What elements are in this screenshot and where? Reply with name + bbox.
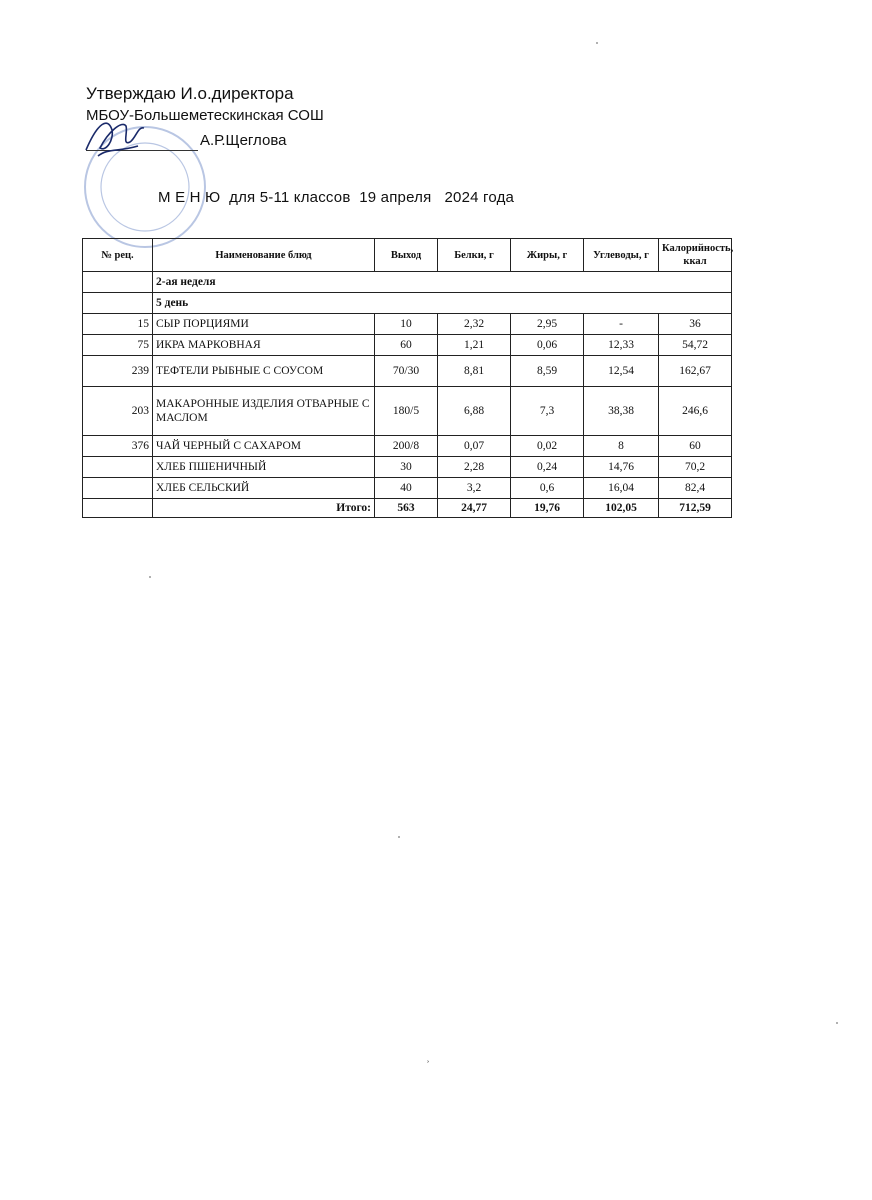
row-carbs: 14,76 (584, 457, 659, 478)
row-name: ЧАЙ ЧЕРНЫЙ С САХАРОМ (153, 436, 375, 457)
row-yield: 10 (375, 314, 438, 335)
row-protein: 6,88 (438, 387, 511, 436)
row-carbs: 8 (584, 436, 659, 457)
row-fat: 0,02 (511, 436, 584, 457)
row-yield: 200/8 (375, 436, 438, 457)
signature-icon (78, 112, 158, 162)
header-kcal: Калорийность, ккал (659, 239, 732, 272)
table-row (83, 335, 732, 356)
scan-speck (836, 1022, 838, 1024)
row-name: СЫР ПОРЦИЯМИ (153, 314, 375, 335)
total-carbs: 102,05 (584, 499, 659, 518)
row-yield: 60 (375, 335, 438, 356)
section-row (83, 272, 732, 293)
section-day: 5 день (153, 293, 732, 314)
total-protein: 24,77 (438, 499, 511, 518)
scan-speck (596, 42, 598, 44)
row-fat: 0,06 (511, 335, 584, 356)
header-carbs: Углеводы, г (584, 239, 659, 272)
table-header-row (83, 239, 732, 272)
row-name: ХЛЕБ СЕЛЬСКИЙ (153, 478, 375, 499)
table-row (83, 356, 732, 387)
row-carbs: 12,33 (584, 335, 659, 356)
row-protein: 2,28 (438, 457, 511, 478)
row-yield: 30 (375, 457, 438, 478)
row-yield: 180/5 (375, 387, 438, 436)
table-row (83, 314, 732, 335)
approval-title: Утверждаю И.о.директора (86, 84, 294, 103)
row-num (83, 478, 153, 499)
row-num: 376 (83, 436, 153, 457)
header-name: Наименование блюд (153, 239, 375, 272)
row-protein: 0,07 (438, 436, 511, 457)
total-fat: 19,76 (511, 499, 584, 518)
row-yield: 40 (375, 478, 438, 499)
row-name: МАКАРОННЫЕ ИЗДЕЛИЯ ОТВАРНЫЕ С МАСЛОМ (153, 387, 375, 436)
row-name: ИКРА МАРКОВНАЯ (153, 335, 375, 356)
row-protein: 2,32 (438, 314, 511, 335)
scan-speck (398, 836, 400, 838)
row-name: ХЛЕБ ПШЕНИЧНЫЙ (153, 457, 375, 478)
row-kcal: 60 (659, 436, 732, 457)
total-kcal: 712,59 (659, 499, 732, 518)
director-name: А.Р.Щеглова (200, 132, 287, 149)
row-fat: 2,95 (511, 314, 584, 335)
menu-title: М Е Н Ю для 5-11 классов 19 апреля 2024 года (158, 189, 515, 206)
table-row (83, 436, 732, 457)
row-carbs: - (584, 314, 659, 335)
row-fat: 8,59 (511, 356, 584, 387)
row-kcal: 162,67 (659, 356, 732, 387)
footer-mark: ʾ (426, 1058, 430, 1072)
row-num: 239 (83, 356, 153, 387)
row-protein: 3,2 (438, 478, 511, 499)
header-num: № рец. (83, 239, 153, 272)
total-empty (83, 499, 153, 518)
row-protein: 1,21 (438, 335, 511, 356)
row-kcal: 246,6 (659, 387, 732, 436)
menu-table (82, 238, 732, 518)
signature-row (86, 130, 686, 154)
row-num: 15 (83, 314, 153, 335)
total-yield: 563 (375, 499, 438, 518)
row-carbs: 16,04 (584, 478, 659, 499)
school-name: МБОУ-Большеметескинская СОШ (86, 107, 324, 124)
section-empty (83, 272, 153, 293)
total-row (83, 499, 732, 518)
header-protein: Белки, г (438, 239, 511, 272)
row-carbs: 12,54 (584, 356, 659, 387)
row-fat: 0,24 (511, 457, 584, 478)
total-label: Итого: (153, 499, 375, 518)
row-kcal: 54,72 (659, 335, 732, 356)
row-kcal: 70,2 (659, 457, 732, 478)
table-row (83, 387, 732, 436)
section-week: 2-ая неделя (153, 272, 732, 293)
section-empty (83, 293, 153, 314)
row-kcal: 82,4 (659, 478, 732, 499)
scan-speck (149, 576, 151, 578)
row-kcal: 36 (659, 314, 732, 335)
row-carbs: 38,38 (584, 387, 659, 436)
header-yield: Выход (375, 239, 438, 272)
table-row (83, 457, 732, 478)
row-num (83, 457, 153, 478)
header-fat: Жиры, г (511, 239, 584, 272)
section-row (83, 293, 732, 314)
approval-block (86, 84, 686, 154)
row-num: 75 (83, 335, 153, 356)
row-protein: 8,81 (438, 356, 511, 387)
row-fat: 7,3 (511, 387, 584, 436)
row-yield: 70/30 (375, 356, 438, 387)
table-row (83, 478, 732, 499)
row-fat: 0,6 (511, 478, 584, 499)
row-num: 203 (83, 387, 153, 436)
row-name: ТЕФТЕЛИ РЫБНЫЕ С СОУСОМ (153, 356, 375, 387)
